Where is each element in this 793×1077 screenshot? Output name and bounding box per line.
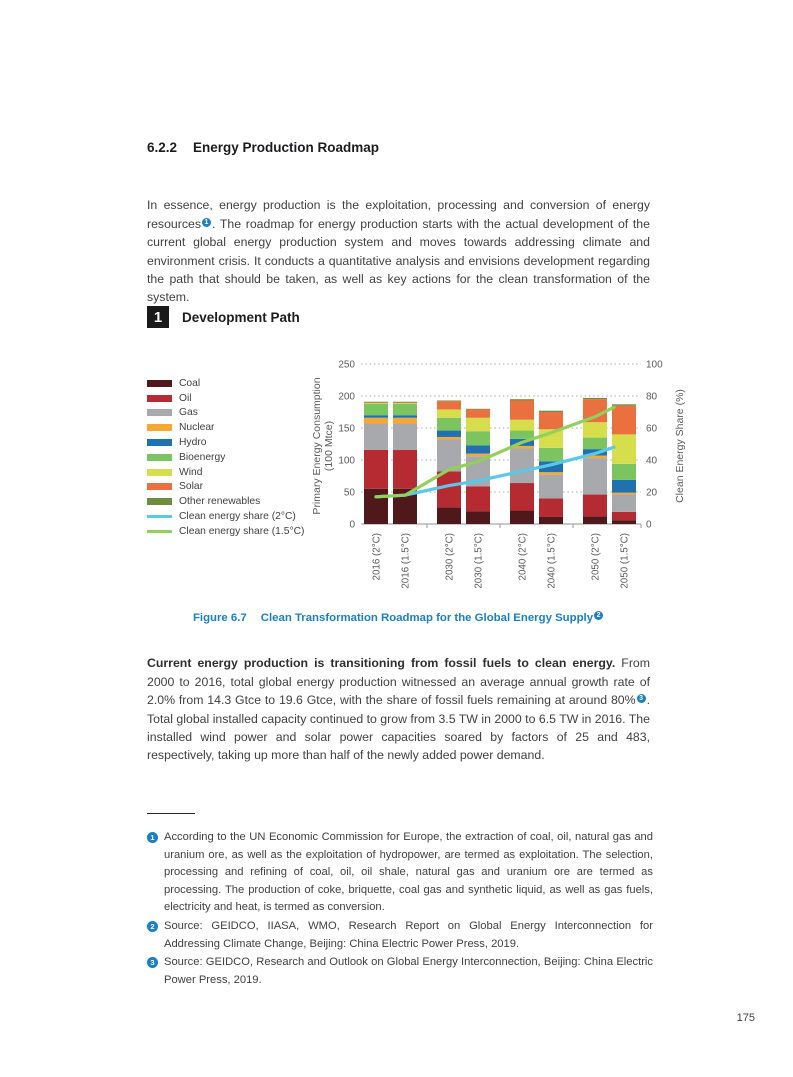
legend-color-swatch [147,380,172,387]
svg-text:2040 (1.5°C): 2040 (1.5°C) [546,533,558,589]
bar-segment [539,411,563,412]
body-text-2: . Total global installed capacity continued to grow from 3.5 TW in 2000 to 6.5 TW in 2016. The installed wind power and solar power capacities soared by factors of 25 and 483, respectively, taking up more than half of the newly added power demand. [147,693,650,763]
svg-text:150: 150 [338,423,355,435]
footnotes-block [147,829,653,990]
footnote-1 [147,829,653,917]
body-text-1: From 2000 to 2016, total global energy production witnessed an average annual growth rate of 2.0% from 14.3 Gtce to 19.6 Gtce, with the share of fossil fuels remaining at around 80% [147,656,650,708]
bar-segment [612,512,636,520]
bar-segment [466,431,490,445]
bar-segment [510,511,534,524]
body-paragraph [147,654,650,764]
svg-text:2040 (2°C): 2040 (2°C) [517,533,529,581]
legend-label: Nuclear [179,422,215,434]
chart-axes [361,524,641,528]
svg-text:20: 20 [646,487,658,499]
bar-segment [466,418,490,431]
legend-item [147,509,309,524]
legend-item [147,406,309,421]
svg-text:0: 0 [646,519,652,531]
bar-segment [437,437,461,440]
chart-x-labels [372,533,631,589]
bar-segment [437,401,461,409]
bar-segment [364,402,388,403]
bar-segment [539,448,563,461]
svg-text:50: 50 [343,487,355,499]
bar-segment [539,498,563,517]
intro-text-2: . The roadmap for energy production starts with the actual development of the current global energy production system and moves towards addressing climate and environment crisis. It conducts a quantitative analysis and envisions development regarding the path that should be taken, as well as key actions for the clean transformation of the system. [147,216,650,305]
bar-segment [583,495,607,517]
bar-segment [612,406,636,435]
bar-segment [364,418,388,424]
figure-6-7 [147,356,695,606]
stacked-bar-chart [309,356,695,606]
legend-color-swatch [147,469,172,476]
chart-legend [147,356,309,606]
svg-text:(100 Mtce): (100 Mtce) [323,420,335,472]
bar-segment [612,520,636,524]
bar-segment [393,450,417,489]
legend-item [147,391,309,406]
section-title: Energy Production Roadmap [193,140,380,155]
legend-label: Gas [179,407,198,419]
bar-segment [466,511,490,524]
svg-text:2030 (1.5°C): 2030 (1.5°C) [473,533,485,589]
figure-caption-text: Clean Transformation Roadmap for the Global Energy Supply [260,612,594,624]
legend-label: Wind [179,466,203,478]
legend-label: Hydro [179,437,207,449]
bar-segment [612,493,636,495]
bar-segment [539,475,563,499]
svg-text:80: 80 [646,391,658,403]
legend-color-swatch [147,498,172,505]
svg-text:200: 200 [338,391,355,403]
bar-segment [364,403,388,404]
svg-text:40: 40 [646,455,658,467]
bar-segment [393,402,417,403]
bar-segment [437,400,461,401]
bar-segment [510,420,534,431]
legend-color-swatch [147,439,172,446]
bar-segment [393,404,417,416]
svg-text:100: 100 [338,455,355,467]
legend-item [147,450,309,465]
bar-segment [393,403,417,404]
footnote-rule [147,813,195,814]
bar-segment [364,424,388,450]
body-lead-sentence: Current energy production is transitioning from fossil fuels to clean energy. [147,656,616,671]
bar-segment [437,431,461,437]
bar-segment [583,422,607,437]
legend-label: Clean energy share (1.5°C) [179,525,305,537]
bar-segment [612,464,636,480]
legend-label: Clean energy share (2°C) [179,511,296,523]
bar-segment [612,434,636,463]
svg-text:2016 (2°C): 2016 (2°C) [371,533,383,581]
bar-segment [437,472,461,508]
svg-text:Primary Energy Consumption: Primary Energy Consumption [311,377,323,515]
footnote-3 [147,954,653,989]
bar-segment [393,418,417,424]
bar-segment [583,398,607,399]
legend-line-swatch [147,530,172,533]
legend-color-swatch [147,395,172,402]
legend-item [147,524,309,539]
bar-segment [393,424,417,450]
bar-segment [612,495,636,512]
legend-label: Coal [179,377,201,389]
legend-color-swatch [147,454,172,461]
legend-item [147,376,309,391]
footnote-ref-3[interactable]: 3 [637,694,646,703]
figure-caption [147,612,650,624]
bar-segment [466,409,490,410]
footnote-text: According to the UN Economic Commission for Europe, the extraction of coal, oil, natural gas and uranium ore, as well as the exploitation of hydropower, are termed as exploitation. The selection, processing and refining of coal, oil, oil shale, natural gas and uranium ore are termed as processing. The production of coke, briquette, coal gas and synthetic liquid, as well as gas fuels, electricity and heat, is termed as conversion. [164,831,653,914]
footnote-marker-icon: 2 [147,921,158,932]
legend-item [147,435,309,450]
intro-text-1: In essence, energy production is the exploitation, processing and conversion of energy resources [147,198,650,231]
subsection-title: Development Path [182,309,300,325]
legend-item [147,420,309,435]
section-heading [147,140,379,155]
bar-segment [364,489,388,524]
footnote-ref-2[interactable]: 2 [594,611,603,620]
bar-segment [364,415,388,418]
bar-segment [539,412,563,429]
bar-segment [612,480,636,493]
bar-segment [466,454,490,457]
svg-text:60: 60 [646,423,658,435]
bar-segment [437,418,461,431]
bar-segment [510,400,534,419]
legend-line-swatch [147,515,172,518]
page-number: 175 [736,1012,755,1024]
bar-segment [393,402,417,403]
footnote-marker-icon: 3 [147,957,158,968]
bar-segment [393,415,417,418]
bar-segment [510,431,534,439]
legend-color-swatch [147,483,172,490]
svg-text:2050 (2°C): 2050 (2°C) [590,533,602,581]
legend-item [147,480,309,495]
legend-label: Oil [179,392,192,404]
legend-item [147,465,309,480]
bar-segment [437,409,461,417]
figure-caption-number: Figure 6.7 [192,612,247,624]
footnote-marker-icon: 1 [147,832,158,843]
bar-segment [583,438,607,450]
section-number: 6.2.2 [147,140,178,155]
bar-segment [364,402,388,403]
bar-segment [583,458,607,494]
bar-segment [466,445,490,453]
svg-text:2016 (1.5°C): 2016 (1.5°C) [400,533,412,589]
bar-segment [466,486,490,511]
footnote-text: Source: GEIDCO, Research and Outlook on Global Energy Interconnection, Beijing: China Electric Power Press, 2019. [164,956,653,986]
bar-segment [612,404,636,405]
intro-paragraph [147,196,650,306]
legend-label: Other renewables [179,496,261,508]
footnote-2 [147,918,653,953]
legend-label: Solar [179,481,204,493]
legend-color-swatch [147,424,172,431]
subsection-number-box: 1 [147,306,169,328]
bar-segment [539,517,563,524]
svg-text:2030 (2°C): 2030 (2°C) [444,533,456,581]
legend-label: Bioenergy [179,451,226,463]
bar-segment [539,472,563,475]
footnote-text: Source: GEIDCO, IIASA, WMO, Research Report on Global Energy Interconnection for Addressing Climate Change, Beijing: China Electric Power Press, 2019. [164,919,653,950]
bar-segment [364,450,388,489]
bar-segment [437,507,461,524]
bar-segment [466,409,490,417]
svg-text:250: 250 [338,359,355,371]
svg-text:Clean Energy Share (%): Clean Energy Share (%) [674,389,686,503]
bar-segment [510,483,534,511]
svg-text:100: 100 [646,359,663,371]
subsection-header [147,306,300,328]
bar-segment [510,399,534,400]
bar-segment [583,516,607,524]
legend-color-swatch [147,409,172,416]
legend-item [147,494,309,509]
svg-text:2050 (1.5°C): 2050 (1.5°C) [619,533,631,589]
footnote-ref-1[interactable]: 1 [202,218,211,227]
svg-text:0: 0 [349,519,355,531]
bar-segment [510,448,534,483]
bar-segment [364,404,388,416]
